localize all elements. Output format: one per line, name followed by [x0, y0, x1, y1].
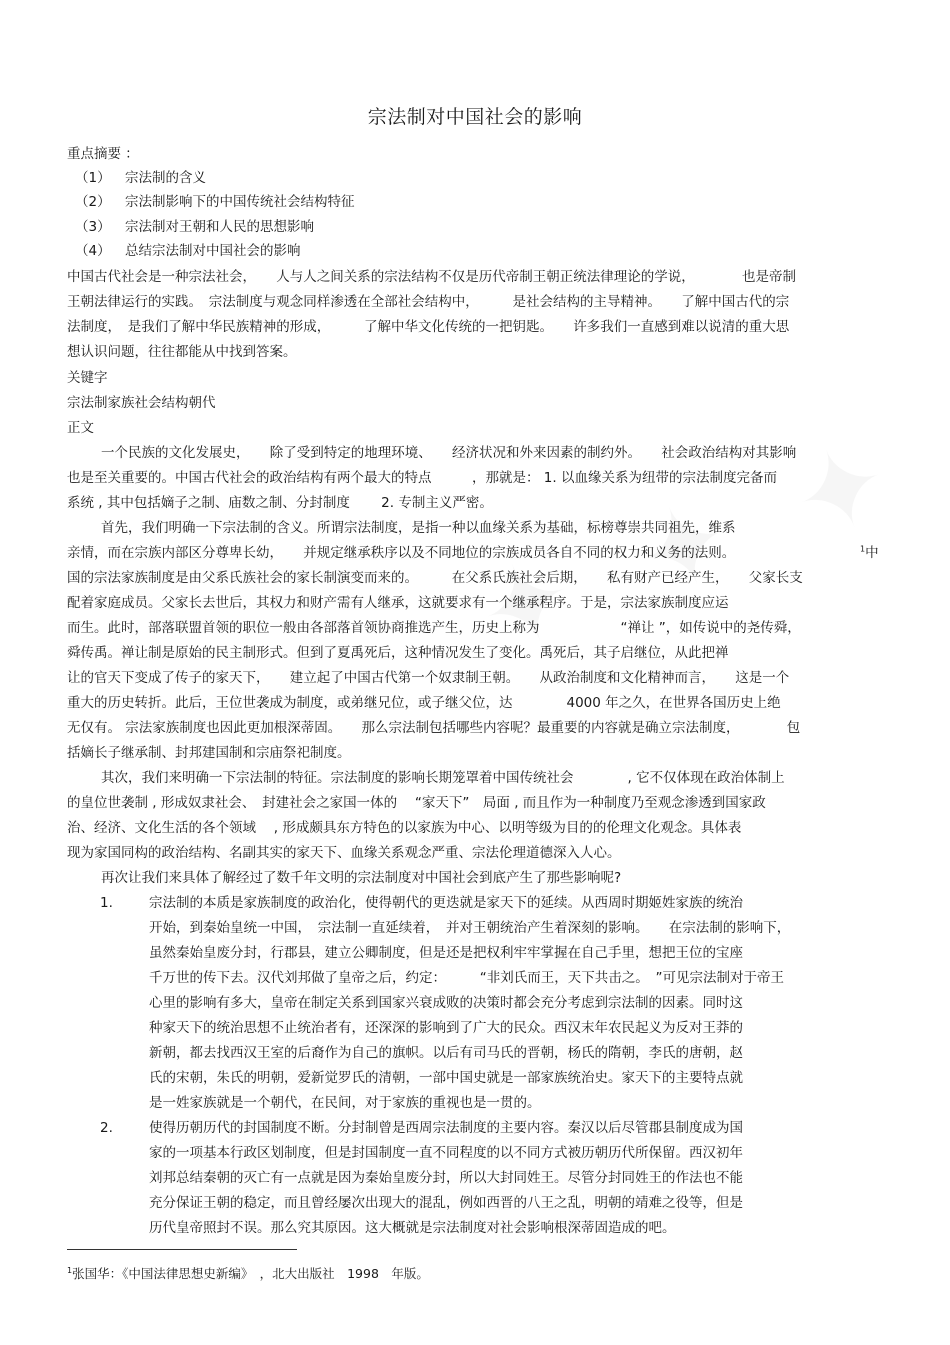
abstract-line: 法制度， 是我们了解中华民族精神的形成， 了解中华文化传统的一把钥匙。 许多我们一直感到难以说清的重大思 — [67, 319, 790, 335]
list-item-number: 1. — [100, 895, 113, 911]
body-line: 舜传禹。禅让制是原始的民主制形式。但到了夏禹死后，这种情况发生了变化。禹死后，其子启继位，从此把禅 — [67, 645, 729, 661]
list-item-line: 心里的影响有多大，皇帝在制定关系到国家兴衰成败的决策时都会充分考虑到宗法制的因素。同时这 — [149, 995, 743, 1011]
footnote-text: 张国华：《中国法律思想史新编》 ，北大出版社 1998 年版。 — [72, 1266, 429, 1281]
footnote-mark: 1 — [67, 1265, 73, 1275]
keywords: 宗法制家族社会结构朝代 — [67, 395, 216, 411]
list-item-line: 种家天下的统治思想不止统治者有，还深深的影响到了广大的民众。西汉末年农民起义为反对王莽的 — [149, 1020, 743, 1036]
body-line: 一个民族的文化发展史， 除了受到特定的地理环境、 经济状况和外来因素的制约外。 社会政治结构对其影响 — [101, 445, 797, 461]
summary-item-text: 宗法制对王朝和人民的思想影响 — [125, 219, 314, 235]
summary-item-text: 宗法制的含义 — [125, 170, 206, 186]
footnote-reference-tail: 中 — [865, 545, 879, 561]
summary-item-number: （1） — [75, 170, 111, 186]
body-line: 国的宗法家族制度是由父系氏族社会的家长制演变而来的。 在父系氏族社会后期， 私有财产已经产生， 父家长支 — [67, 570, 803, 586]
list-item-number: 2. — [100, 1120, 113, 1136]
summary-item-number: （3） — [75, 219, 111, 235]
list-item-line: 历代皇帝照封不误。那么究其原因。这大概就是宗法制度对社会影响根深蒂固造成的吧。 — [149, 1220, 676, 1236]
list-item-line: 宗法制的本质是家族制度的政治化，使得朝代的更迭就是家天下的延续。从西周时期姬姓家族的统治 — [149, 895, 743, 911]
summary-item-text: 宗法制影响下的中国传统社会结构特征 — [125, 194, 355, 210]
body-line: 的皇位世袭制 , 形成奴隶社会、 封建社会之家国一体的 “家天下” 局面 , 而且作为一种制度乃至观念渗透到国家政 — [67, 795, 766, 811]
list-item-line: 是一姓家族就是一个朝代，在民间，对于家族的重视也是一贯的。 — [149, 1095, 541, 1111]
abstract-line: 想认识问题，往往都能从中找到答案。 — [67, 344, 297, 360]
page-title: 宗法制对中国社会的影响 — [367, 106, 583, 128]
list-item-line: 使得历朝历代的封国制度不断。分封制曾是西周宗法制度的主要内容。秦汉以后尽管郡县制度成为国 — [149, 1120, 743, 1136]
footnote-reference-mark: 1 — [860, 544, 866, 554]
body-line: 系统 , 其中包括嫡子之制、庙数之制、分封制度 2. 专制主义严密。 — [67, 495, 493, 511]
list-item-line: 开始，到秦始皇统一中国， 宗法制一直延续着， 并对王朝统治产生着深刻的影响。 在宗法制的影响下， — [149, 920, 791, 936]
list-item-line: 刘邦总结秦朝的灭亡有一点就是因为秦始皇废分封，所以大封同姓王。尽管分封同姓王的作法也不能 — [149, 1170, 743, 1186]
body-line: 再次让我们来具体了解经过了数千年文明的宗法制度对中国社会到底产生了那些影响呢? — [101, 870, 622, 886]
body-line: 让的官天下变成了传子的家天下， 建立起了中国古代第一个奴隶制王朝。 从政治制度和文化精神而言， 这是一个 — [67, 670, 790, 686]
body-line: 而生。此时，部落联盟首领的职位一般由各部落首领协商推选产生，历史上称为 “禅让 ”，如传说中的尧传舜， — [67, 620, 801, 636]
body-line: 重大的历史转折。此后，王位世袭成为制度，或弟继兄位，或子继父位，达 4000 年之久，在世界各国历史上绝 — [67, 695, 781, 711]
list-item-line: 新朝，都去找西汉王室的后裔作为自己的旗帜。以后有司马氏的晋朝，杨氏的隋朝，李氏的唐朝，赵 — [149, 1045, 743, 1061]
list-item-line: 虽然秦始皇废分封，行郡县，建立公卿制度，但是还是把权利牢牢掌握在自己手里，想把王位的宝座 — [149, 945, 743, 961]
footnote — [67, 1262, 429, 1286]
body-line: 无仅有。 宗法家族制度也因此更加根深蒂固。 那么宗法制包括哪些内容呢？最重要的内容就是确立宗法制度， 包 — [67, 720, 801, 736]
body-heading: 正文 — [67, 420, 94, 436]
list-item-line: 千万世的传下去。汉代刘邦做了皇帝之后，约定： “非刘氏而王，天下共击之。 ”可见宗法制对于帝王 — [149, 970, 784, 986]
body-line: 亲情，而在宗族内部区分尊卑长幼， 并规定继承秩序以及不同地位的宗族成员各自不同的权力和义务的法则。 — [67, 545, 736, 561]
summary-item-text: 总结宗法制对中国社会的影响 — [125, 243, 301, 259]
summary-heading: 重点摘要 ： — [67, 146, 139, 162]
body-line: 也是至关重要的。中国古代社会的政治结构有两个最大的特点 ，那就是： 1. 以血缘关系为纽带的宗法制度完备而 — [67, 470, 777, 486]
keywords-heading: 关键字 — [67, 370, 108, 386]
abstract-line: 王朝法律运行的实践。 宗法制度与观念同样渗透在全部社会结构中， 是社会结构的主导精神。 了解中国古代的宗 — [67, 294, 790, 310]
body-line: 治、经济、文化生活的各个领域 , 形成颇具东方特色的以家族为中心、以明等级为目的的伦理文化观念。具体表 — [67, 820, 742, 836]
footnote-reference[interactable] — [860, 541, 879, 565]
list-item-line: 氏的宋朝，朱氏的明朝，爱新觉罗氏的清朝，一部中国史就是一部家族统治史。家天下的主要特点就 — [149, 1070, 743, 1086]
body-line: 首先，我们明确一下宗法制的含义。所谓宗法制度，是指一种以血缘关系为基础，标榜尊崇共同祖先，维系 — [101, 520, 736, 536]
list-item-line: 充分保证王朝的稳定，而且曾经屡次出现大的混乱，例如西晋的八王之乱，明朝的靖难之役等，但是 — [149, 1195, 743, 1211]
body-line: 现为家国同构的政治结构、名副其实的家天下、血缘关系观念严重、宗法伦理道德深入人心。 — [67, 845, 621, 861]
abstract-line: 中国古代社会是一种宗法社会， 人与人之间关系的宗法结构不仅是历代帝制王朝正统法律理论的学说， 也是帝制 — [67, 269, 796, 285]
summary-item-number: （2） — [75, 194, 111, 210]
body-line: 其次，我们来明确一下宗法制的特征。宗法制度的影响长期笼罩着中国传统社会 , 它不仅体现在政治体制上 — [101, 770, 785, 786]
body-line: 括嫡长子继承制、封邦建国制和宗庙祭祀制度。 — [67, 745, 351, 761]
summary-item-number: （4） — [75, 243, 111, 259]
list-item-line: 家的一项基本行政区划制度，但是封国制度一直不同程度的以不同方式被历朝历代所保留。西汉初年 — [149, 1145, 743, 1161]
body-line: 配着家庭成员。父家长去世后，其权力和财产需有人继承，这就要求有一个继承程序。于是，宗法家族制度应运 — [67, 595, 729, 611]
footnote-divider — [67, 1249, 297, 1250]
